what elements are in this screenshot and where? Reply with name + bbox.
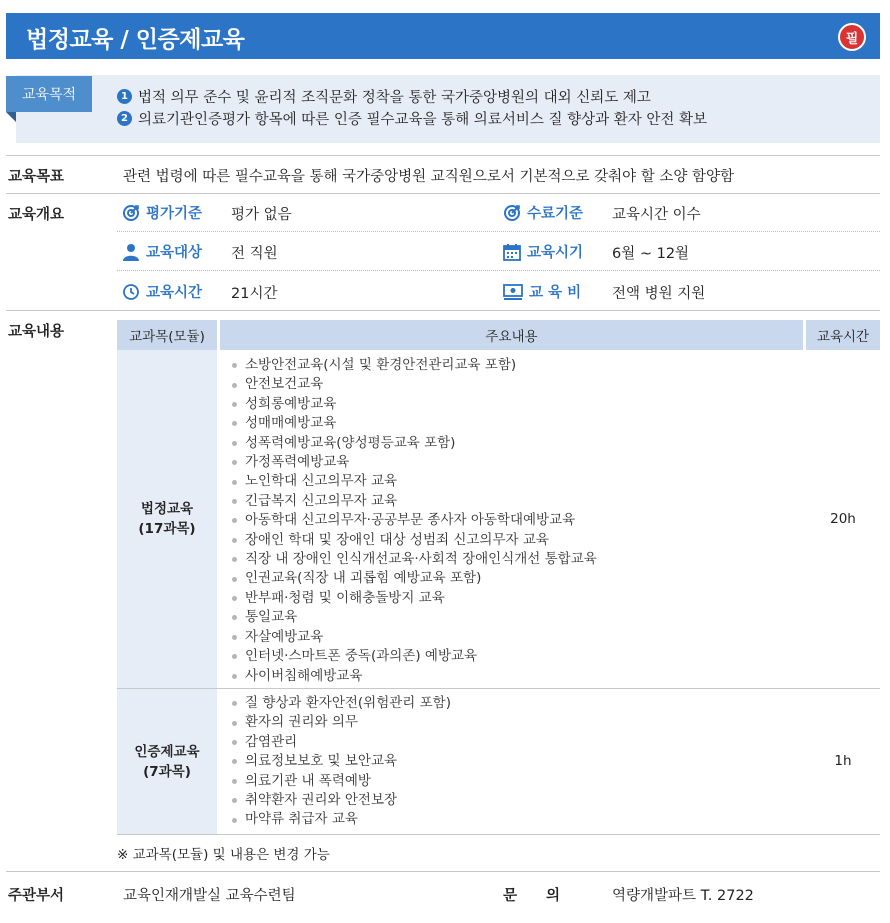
divider xyxy=(6,871,880,872)
list-item: 환자의 권리와 의무 xyxy=(232,713,451,732)
list-item: 긴급복지 신고의무자 교육 xyxy=(232,492,597,511)
purpose-tag: 교육목적 xyxy=(6,76,92,112)
list-item: 사이버침해예방교육 xyxy=(232,667,597,686)
dotted-divider xyxy=(117,270,880,271)
bullet-icon xyxy=(232,538,237,543)
divider xyxy=(6,310,880,311)
target-label: 교육대상 xyxy=(122,241,202,262)
period-value: 6월 ~ 12월 xyxy=(612,246,690,262)
column-header-hours: 교육시간 xyxy=(806,320,880,350)
list-item: 인터넷·스마트폰 중독(과의존) 예방교육 xyxy=(232,647,597,666)
list-item: 취약환자 권리와 안전보장 xyxy=(232,791,451,810)
number-1-icon: 1 xyxy=(117,89,132,104)
bullet-icon xyxy=(232,740,237,745)
content-label: 교육내용 xyxy=(8,324,65,340)
purpose-item-2 xyxy=(117,108,707,129)
list-item: 성희롱예방교육 xyxy=(232,395,597,414)
page-header xyxy=(6,13,880,59)
list-item: 인권교육(직장 내 괴롭힘 예방교육 포함) xyxy=(232,569,597,588)
divider xyxy=(6,193,880,194)
clock-icon xyxy=(122,283,140,301)
calendar-icon xyxy=(503,243,521,261)
time-value: 21시간 xyxy=(231,286,278,302)
list-item: 안전보건교육 xyxy=(232,375,597,394)
dept-value: 교육인재개발실 교육수련팀 xyxy=(123,888,296,904)
bullet-icon xyxy=(232,518,237,523)
module-hours-legal: 20h xyxy=(830,511,856,527)
required-badge: 필 xyxy=(838,23,866,51)
bullet-icon xyxy=(232,577,237,582)
bullet-icon xyxy=(232,635,237,640)
target-icon xyxy=(122,204,140,222)
bullet-icon xyxy=(232,421,237,426)
goal-text: 관련 법령에 따른 필수교육을 통해 국가중앙병원 교직원으로서 기본적으로 갖춰야 할 소양 함양함 xyxy=(123,169,734,185)
evaluation-value: 평가 없음 xyxy=(231,207,292,223)
target-icon xyxy=(503,204,521,222)
purpose-item-text: 법적 의무 준수 및 윤리적 조직문화 정착을 통한 국가중앙병원의 대외 신뢰도 제고 xyxy=(138,90,651,106)
number-2-icon: 2 xyxy=(117,111,132,126)
completion-value: 교육시간 이수 xyxy=(612,207,701,223)
evaluation-label: 평가기준 xyxy=(122,202,202,223)
contact-value: 역량개발파트 T. 2722 xyxy=(612,888,754,904)
bullet-icon xyxy=(232,615,237,620)
overview-label: 교육개요 xyxy=(8,207,65,223)
bullet-icon xyxy=(232,818,237,823)
purpose-item-1 xyxy=(117,86,651,107)
bullet-icon xyxy=(232,798,237,803)
time-label: 교육시간 xyxy=(122,281,202,302)
list-item: 반부패·청렴 및 이해충돌방지 교육 xyxy=(232,589,597,608)
bullet-icon xyxy=(232,759,237,764)
row-divider xyxy=(117,688,880,689)
list-item: 자살예방교육 xyxy=(232,628,597,647)
list-item: 성매매예방교육 xyxy=(232,414,597,433)
page-title: 법정교육 / 인증제교육 xyxy=(26,27,245,53)
cost-label: 교 육 비 xyxy=(503,281,581,302)
list-item: 감염관리 xyxy=(232,733,451,752)
list-item: 장애인 학대 및 장애인 대상 성범죄 신고의무자 교육 xyxy=(232,531,597,550)
divider xyxy=(6,155,880,156)
bullet-icon xyxy=(232,674,237,679)
row-divider xyxy=(117,834,880,835)
contact-label: 문 의 xyxy=(503,888,561,904)
bullet-icon xyxy=(232,701,237,706)
bullet-icon xyxy=(232,721,237,726)
period-label: 교육시기 xyxy=(503,241,583,262)
list-item: 가정폭력예방교육 xyxy=(232,453,597,472)
module-name-legal: 법정교육 (17과목) xyxy=(138,501,196,537)
bullet-icon xyxy=(232,383,237,388)
column-header-module: 교과목(모듈) xyxy=(117,320,217,350)
completion-label: 수료기준 xyxy=(503,202,583,223)
column-header-main: 주요내용 xyxy=(220,320,803,350)
bullet-icon xyxy=(232,441,237,446)
bullet-icon xyxy=(232,654,237,659)
module-content-list-legal xyxy=(232,356,597,686)
person-icon xyxy=(122,243,140,261)
dept-label: 주관부서 xyxy=(8,888,65,904)
module-content-list-accreditation xyxy=(232,694,451,830)
dotted-divider xyxy=(117,231,880,232)
target-value: 전 직원 xyxy=(231,246,278,262)
purpose-item-text: 의료기관인증평가 항목에 따른 인증 필수교육을 통해 의료서비스 질 향상과 환자 안전 확보 xyxy=(138,112,707,128)
bullet-icon xyxy=(232,460,237,465)
bullet-icon xyxy=(232,596,237,601)
list-item: 노인학대 신고의무자 교육 xyxy=(232,472,597,491)
list-item: 성폭력예방교육(양성평등교육 포함) xyxy=(232,434,597,453)
list-item: 의료기관 내 폭력예방 xyxy=(232,772,451,791)
bullet-icon xyxy=(232,480,237,485)
list-item: 질 향상과 환자안전(위험관리 포함) xyxy=(232,694,451,713)
module-name-accreditation: 인증제교육 (7과목) xyxy=(134,744,200,780)
list-item: 소방안전교육(시설 및 환경안전관리교육 포함) xyxy=(232,356,597,375)
bullet-icon xyxy=(232,557,237,562)
list-item: 의료정보보호 및 보안교육 xyxy=(232,752,451,771)
bullet-icon xyxy=(232,499,237,504)
bullet-icon xyxy=(232,779,237,784)
goal-label: 교육목표 xyxy=(8,169,65,185)
list-item: 아동학대 신고의무자·공공부문 종사자 아동학대예방교육 xyxy=(232,511,597,530)
list-item: 통일교육 xyxy=(232,608,597,627)
list-item: 마약류 취급자 교육 xyxy=(232,810,451,829)
bullet-icon xyxy=(232,402,237,407)
cost-value: 전액 병원 지원 xyxy=(612,286,706,302)
money-icon xyxy=(503,283,523,301)
list-item: 직장 내 장애인 인식개선교육·사회적 장애인식개선 통합교육 xyxy=(232,550,597,569)
bullet-icon xyxy=(232,363,237,368)
change-note: ※ 교과목(모듈) 및 내용은 변경 가능 xyxy=(117,847,330,863)
module-hours-accreditation: 1h xyxy=(834,753,852,769)
